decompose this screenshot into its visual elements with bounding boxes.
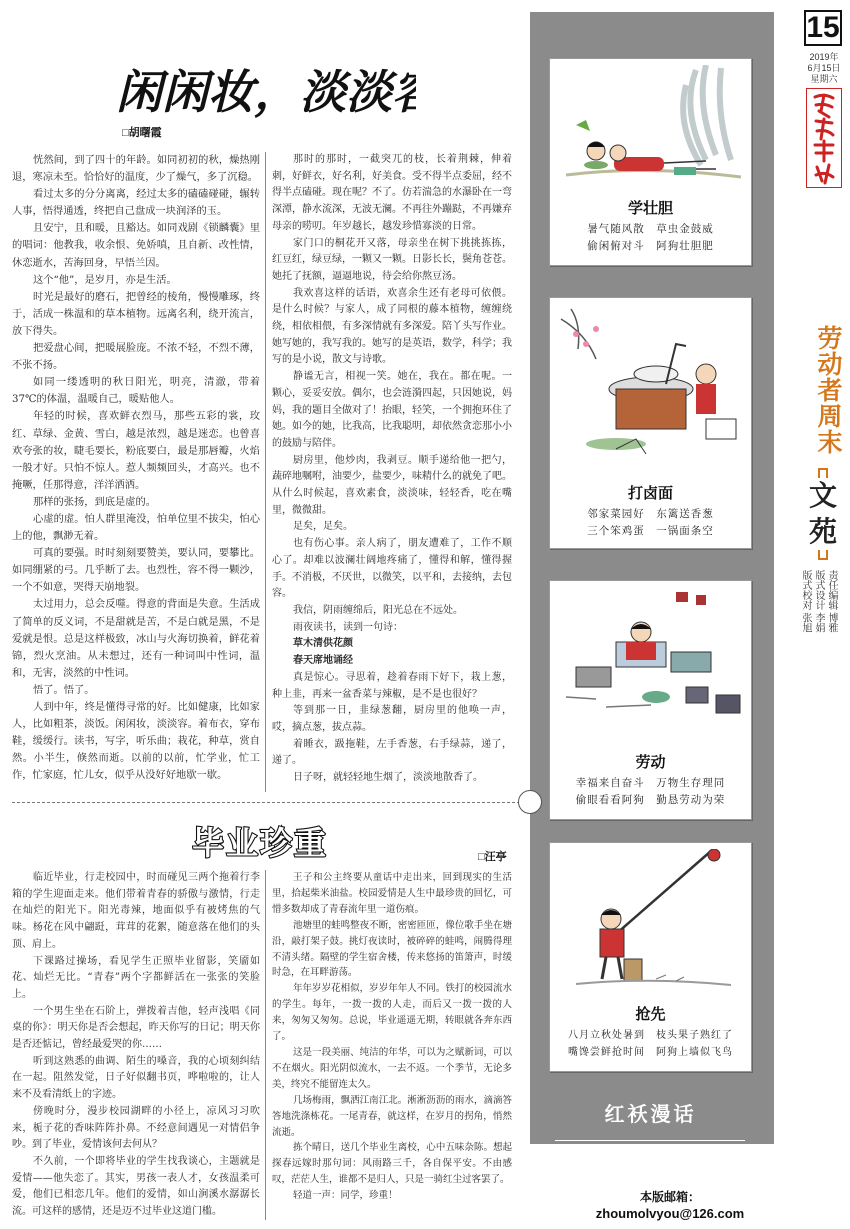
article-1-title-art — [116, 62, 416, 118]
paragraph: 可真的要强。时时刻刻要赞美，要认同，要攀比。如同绷紧的弓。几乎断了去。也烈性，容不得一颗沙，一个不如意，哭得天崩地裂。 — [12, 547, 260, 594]
comic-poem-4-line-2: 嘴馋尝鲜抢时间 阿狗上墙似飞鸟 — [568, 1047, 733, 1058]
comic-illustration-3 — [556, 587, 747, 737]
article-divider — [12, 802, 520, 803]
svg-text:闲闲妆，淡淡容: 闲闲妆，淡淡容 — [116, 65, 416, 118]
comic-title-4: 抢先 — [635, 1006, 666, 1023]
comic-title-2: 打卤面 — [627, 485, 673, 502]
article-2-column-2 — [272, 870, 512, 1204]
section-name-text: 文苑 — [808, 480, 837, 547]
paragraph: 人到中年，终是懂得寻常的好。比如健康，比如家人，比如粗茶，淡饭。闲闲妆，淡淡容。着布衣，穿布鞋，缓缓行。读书，写字，听乐曲；栽花，种草，赏自然。小半生，倏然而逝。以前的以前，忙学业，忙工作，忙家庭，忙儿女，似乎从没好好地歇一歇。 — [12, 701, 260, 782]
comic-card-3 — [549, 580, 752, 820]
article-2-column-1 — [12, 870, 260, 1221]
paragraph: 悟了。悟了。 — [33, 683, 95, 696]
comic-card-2 — [549, 297, 752, 549]
paragraph: 池塘里的蛙鸣整夜不断，密密匝匝，像位歌手坐在塘沿，敲打架子鼓。挑灯夜读时，被碎碎的蛙鸣，闹腾得理不清头绪。隔壁的学生宿舍楼，传来悠扬的笛箫声，时缓时急，在耳畔游荡。 — [272, 919, 512, 979]
divider-circle-icon — [518, 790, 542, 814]
paragraph: 如同一缕透明的秋日阳光，明亮，清澈，带着37℃的体温，温暖自己，暖贴他人。 — [12, 376, 260, 406]
paragraph: 我信，阴雨缠绵后，阳光总在不远处。 — [293, 604, 463, 616]
article-2-title — [192, 822, 332, 862]
section-weekly-title: 劳动者周末 — [814, 325, 842, 455]
article-2-title-art — [192, 822, 332, 862]
paragraph: 雨夜读书，读到一句诗： — [293, 621, 403, 633]
paragraph: 我欢喜这样的话语，欢喜余生还有老母可依偎。是什么时候？与家人，成了同根的藤本植物，缠缠绕绕，相依相偎，有多深情就有多深爱。陪丫头写作业。她写她的，我写我的。她写的是英语，数学，科学；我写的是小说，散文与诗歌。 — [272, 287, 512, 366]
paragraph: 静谧无言，相视一笑。她在，我在。都在呢。一颗心，妥妥安放。偶尔，也会涟漪四起，只因她说，妈妈，我的题目全做对了！抬眼，轻笑，一个拥抱环住了她。如今的她，比我高，比我聪明，却依然贪恋那小小的鼓励与陪伴。 — [272, 371, 512, 449]
column-rule — [265, 152, 266, 792]
paragraph: 太过用力，总会反噬。得意的背面是失意。生活成了简单的反义词，不是甜就是苦，不是白就是黑，不是爱就是恨。总是这样极致，冰山与火海切换着，鲜花着锦，烈火烹油。从未想过，还有一种词叫中性词，温和，无害，淡然的中性词。 — [12, 598, 260, 679]
paragraph: 年年岁岁花相似，岁岁年年人不同。铁打的校园流水的学生。每年，一拨一拨的人走，而后又一拨一拨的人来，匆匆又匆匆。总说，毕业遥遥无期，转眼就各奔东西了。 — [272, 983, 512, 1043]
mailbox-label: 本版邮箱： — [639, 1190, 700, 1204]
comic-poem-2-line-2: 三个笨鸡蛋 一锅面条空 — [587, 525, 714, 537]
article-1-title — [116, 62, 416, 118]
article-1-column-2 — [272, 152, 512, 787]
comic-illustration-4 — [556, 849, 747, 999]
comic-poem-1-line-1: 暑气随风散 草虫金鼓威 — [587, 223, 714, 235]
paragraph: 日子呀，就轻轻地生烟了，淡淡地散香了。 — [293, 772, 483, 784]
article-2-byline: □汪亭 — [478, 851, 507, 863]
comic-title-1: 学壮胆 — [627, 200, 673, 217]
paragraph: 时光是最好的磨石，把曾经的棱角，慢慢雕琢，终于，活成一株温和的草本植物。远离名利，绕开流言，放下得失。 — [12, 290, 260, 337]
paragraph: 年轻的时候，喜欢鲜衣烈马，那些五彩的裳，玫红、草绿、金黄、雪白，越是浓烈，越是迷恋。也曾喜欢夸张的妆，睫毛要长，粉底要白，最是那唇瓣，火焰一般才好。只怕不惊人。惹人频频回头，才高兴。也不掩噘，任那得意，洋洋洒洒。 — [12, 410, 260, 491]
mailbox-email: zhoumolvyou@126.com — [595, 1206, 745, 1221]
credit-editor: 责任编辑 博雅 — [826, 570, 837, 633]
paragraph: 春天席地诵经 — [293, 655, 353, 667]
paragraph: 临近毕业，行走校园中，时而碰见三两个拖着行李箱的学生迎面走来。他们带着青春的骄傲与激情，行走在灿烂的阳光下。阳光毒辣，地面似乎有被烤焦的气味。杨花在风中翩跹，茸茸的花絮，随意落在他们的头顶、肩上。 — [12, 872, 260, 950]
comic-illustration-2 — [556, 304, 747, 464]
paragraph: 等到那一日，韭绿葱翻，厨房里的他唤一声，哎，摘点葱，拔点蒜。 — [272, 705, 512, 733]
comic-poem-4-line-1: 八月立秋处暑到 枝头果子熟红了 — [568, 1030, 733, 1041]
comic-poem-2-line-1: 邻家菜园好 东篱送香葱 — [587, 508, 714, 520]
paragraph: 也有伤心事。亲人病了，朋友遭难了，工作不顺心了。却难以波澜壮阔地疼痛了，懂得和解，懂得握手。不消极，不厌世，以微笑，以平和，去接纳，去包容。 — [272, 538, 512, 600]
paragraph: 一个男生坐在石阶上，弹拨着吉他，轻声浅唱《同桌的你》：明天你是否会想起，昨天你写的日记；明天你是否还惦记，曾经最爱哭的你…… — [12, 1005, 260, 1051]
credit-proof: 版式校对 张旭 — [800, 570, 811, 633]
paragraph: 下课路过操场，看见学生正照毕业留影，笑靥如花、灿烂无比。“青春”两个字都鲜活在一张张的笑脸上。 — [12, 955, 260, 1000]
logo-calligraphy-icon — [807, 89, 841, 187]
paragraph: 草木清供花颜 — [293, 638, 353, 650]
article-1-byline: □胡曙霞 — [122, 127, 162, 139]
paragraph: 把爱盘心间，把暖展脸庞。不浓不轻，不烈不薄，不张不扬。 — [12, 342, 260, 372]
paragraph: 着睡衣，趿拖鞋，左手香葱，右手绿蒜，递了，递了。 — [272, 738, 512, 767]
paragraph: 看过太多的分分离离，经过太多的磕磕碰碰，辗转人事，悟得通透，终把自己盘成一块润泽的玉。 — [12, 188, 260, 218]
editorial-mailbox — [560, 1190, 780, 1222]
comic-series-byline: □张文泽/画 冷冰/文 — [600, 1149, 701, 1161]
comic-card-1 — [549, 58, 752, 266]
paragraph: 这是一段美丽、纯洁的年华，可以为之赋新词，可以不在烟火。阳光阴似流水，一去不返。一个季节，无论多美，终究不能留连太久。 — [272, 1046, 512, 1090]
paragraph: 且安宁，且和暖，且豁达。如同戏剧《锁麟囊》里的唱词：他教我，收余恨、免娇嗔，且自新、改性情，休恋逝水，苦海回身，早悟兰因。 — [12, 222, 260, 269]
paragraph: 拣个晴日，送几个毕业生离校，心中五味杂陈。想起探春远嫁时那句词：风雨路三千，各自保平安。不由感叹，茫茫人生，谁都不是归人，只是一骑红尘过客罢了。 — [272, 1142, 512, 1186]
paragraph: 足矣，足矣。 — [293, 521, 353, 533]
section-name — [800, 468, 846, 560]
page-number: 15 — [804, 10, 842, 46]
issue-date — [800, 52, 848, 85]
paragraph: 王子和公主终要从童话中走出来，回到现实的生活里，拾起柴米油盐。校园爱情是人生中最珍贵的回忆，可惜多数却成了青春流年里一道伤痕。 — [272, 872, 512, 915]
paragraph: 傍晚时分，漫步校园湖畔的小径上，凉风习习吹来，栀子花的香味阵阵扑鼻。不经意间遇见一对情侣争吵。到了毕业，爱情该何去何从？ — [12, 1105, 260, 1151]
paragraph: 这个“他”，是岁月，亦是生活。 — [33, 273, 177, 286]
comic-series-rule — [555, 1140, 745, 1141]
editor-credits — [800, 570, 837, 700]
comic-series-title: 红袄漫话 — [604, 1104, 697, 1126]
paragraph: 真是惊心。寻思着，趁着春雨下好下，栽上葱，种上韭，再来一盆香菜与辣椒，是不是也很好？ — [272, 671, 512, 700]
column-rule-2 — [265, 870, 266, 1220]
comic-poem-1-line-2: 偷闲俯对斗 阿狗壮胆肥 — [587, 240, 714, 252]
paragraph: 心虚的虚。怕人群里淹没，怕单位里不拔尖，怕心上的他，飘渺无着。 — [12, 512, 260, 543]
paragraph: 厨房里，他炒肉，我剥豆。顺手递给他一把勺，蔬碎地嘱咐，油要少，盐要少，味精什么的就免了吧。从什么时候起，喜欢素食，淡淡味，轻轻香，吃在嘴里，微微甜。 — [272, 454, 512, 516]
newspaper-logo — [806, 88, 842, 188]
paragraph: 那样的张扬，到底是虚的。 — [33, 495, 157, 508]
comic-poem-3-line-2: 偷眼看看阿狗 勤恳劳动为荣 — [575, 794, 726, 806]
paragraph: 听到这熟悉的曲调、陌生的嗓音，我的心顷刻纠结在一起。阻然发觉，日子好似翻书页，哗啦啦的，让人来不及看清纸上的字迹。 — [12, 1055, 260, 1101]
comic-poem-3-line-1: 幸福来自奋斗 万物生存理同 — [575, 777, 726, 789]
comic-card-4 — [549, 842, 752, 1072]
issue-day: 6月15日 — [807, 63, 841, 73]
paragraph: 轻道一声：同学，珍重！ — [293, 1190, 398, 1202]
comic-illustration-1 — [556, 65, 747, 190]
paragraph: 几场梅雨，飘洒江南江北。淅淅沥沥的雨水，滴滴答答地洗涤栋花。一尾青春，就这样，在岁月的拐角，悄然流逝。 — [272, 1094, 512, 1138]
paragraph: 那时的那时，一截突兀的枝，长着荆棘，伸着刺，好鲜衣，好名利，好美食。受不得半点委屈，经不得半点磕碰。现在呢？不了。仿若湍急的水瀑卧在一弯深潭，静水流深，无波无澜。不再往外蹦跶，不再嫌弃母亲的唠叨。年岁越长，越发珍惜寡淡的日常。 — [272, 154, 512, 232]
comic-title-3: 劳动 — [635, 754, 666, 771]
svg-text:毕业珍重: 毕业珍重 — [192, 824, 329, 862]
paragraph: 恍然间，到了四十的年龄。如同初初的秋，燥热刚退，寒凉未至。恰恰好的温度，少了燥气，多了沉稳。 — [12, 154, 260, 184]
article-1-column-1 — [12, 152, 260, 784]
issue-weekday: 星期六 — [810, 74, 838, 84]
issue-year: 2019年 — [809, 52, 839, 62]
credit-design: 版式设计 李娟 — [813, 570, 824, 633]
paragraph: 家门口的桐花开又落，母亲坐在树下挑挑拣拣，红豆红，绿豆绿，一颗又一颗。日影长长，鬓角苍苍。她托了抚额，逼逼地说，待会给你熬豆汤。 — [272, 237, 512, 282]
paragraph: 不久前，一个即将毕业的学生找我谈心，主题就是爱情——他失恋了。其实，男孩一表人才，女孩温柔可爱，他们已相恋几年。他们的爱情，如山涧溪水潺潺长流。可这样的感情，还是迈不过毕业这道门槛。 — [12, 1155, 260, 1218]
